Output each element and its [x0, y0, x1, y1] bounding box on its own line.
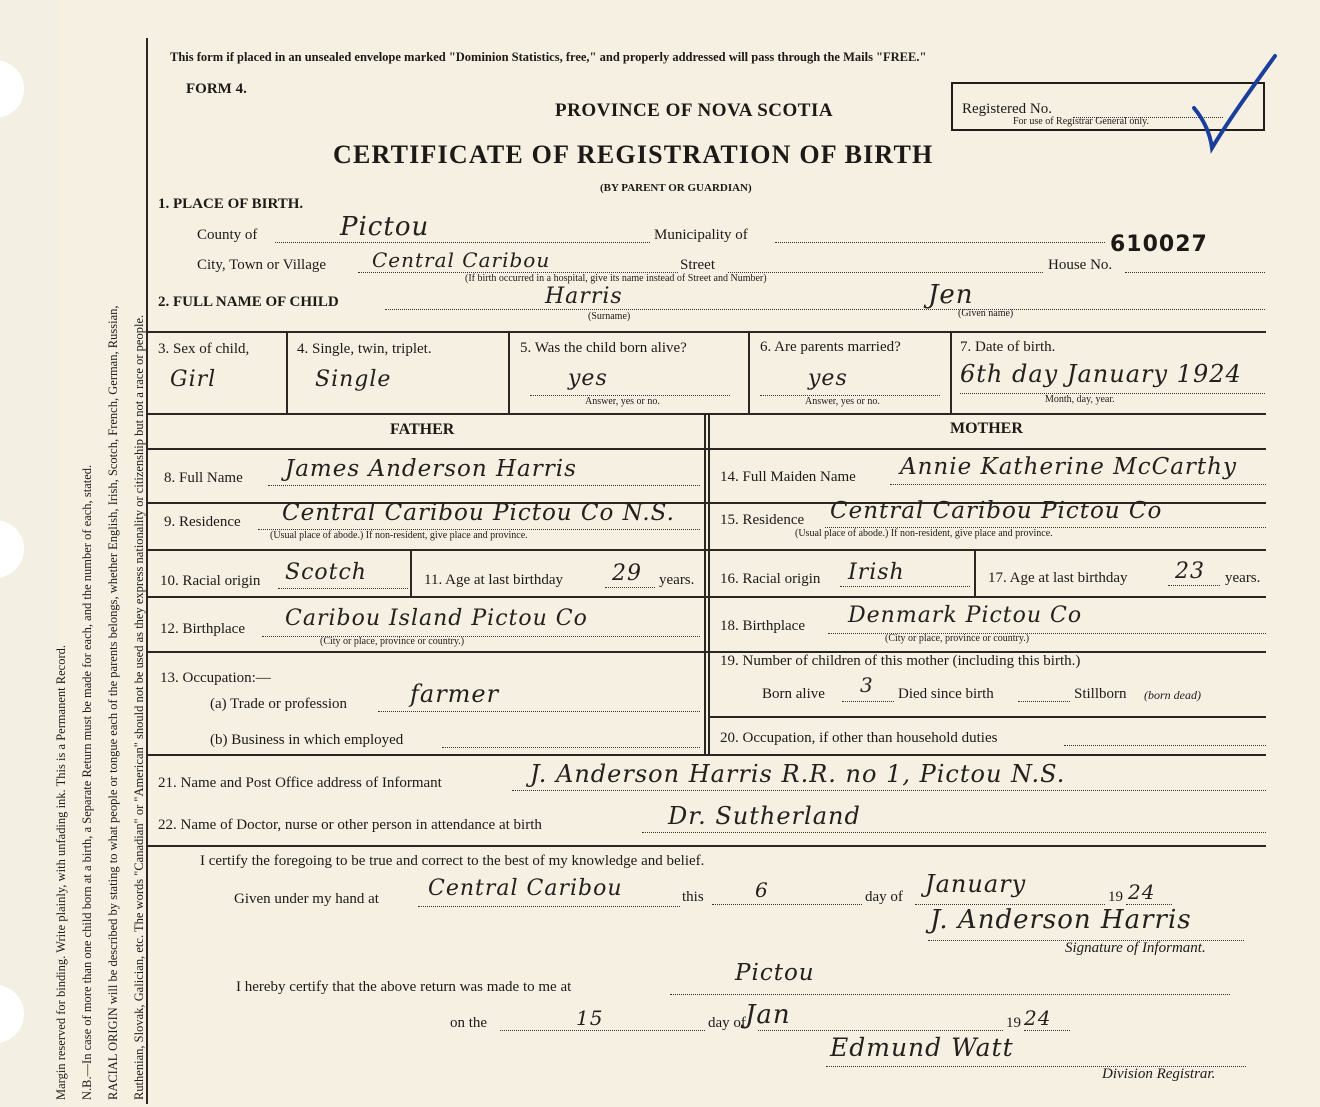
place-of-birth-label: 1. PLACE OF BIRTH.: [158, 196, 304, 212]
father-age-label: 11. Age at last birthday: [424, 572, 563, 588]
return-day: 15: [576, 1006, 604, 1030]
born-alive-value: yes: [568, 366, 608, 391]
date-of-birth-value: 6th day January 1924: [960, 360, 1242, 388]
trade-value: farmer: [410, 680, 500, 708]
province-heading: PROVINCE OF NOVA SCOTIA: [555, 100, 834, 121]
plurality-label: 4. Single, twin, triplet.: [297, 341, 432, 357]
father-age-value: 29: [612, 561, 642, 586]
father-residence-label: 9. Residence: [164, 514, 241, 530]
document-title: CERTIFICATE OF REGISTRATION OF BIRTH: [333, 140, 934, 169]
side-note-nationality: Ruthenian, Slovak, Galician, etc. The words "Canadian" or "American" should not be used as they express nationality or citizenship but not a race or people.: [132, 314, 146, 1100]
side-note-racial-origin: RACIAL ORIGIN will be described by stating to what people or tongue each of the parents belongs, whether English, Irish, Scotch, French, German, Russian,: [106, 305, 120, 1100]
mother-age-years: years.: [1225, 570, 1261, 586]
father-birthplace-caption: (City or place, province or country.): [320, 636, 465, 647]
return-place: Pictou: [735, 960, 815, 986]
given-day: 6: [755, 878, 769, 902]
father-name-label: 8. Full Name: [164, 470, 243, 486]
given-at-label: Given under my hand at: [234, 891, 379, 907]
father-birthplace-label: 12. Birthplace: [160, 621, 245, 637]
mother-birthplace-label: 18. Birthplace: [720, 618, 805, 634]
informant-signature-caption: Signature of Informant.: [1065, 940, 1206, 956]
registrar-signature: Edmund Watt: [830, 1033, 1014, 1062]
surname-caption: (Surname): [588, 311, 631, 322]
street-label: Street: [680, 257, 715, 273]
informant-label: 21. Name and Post Office address of Informant: [158, 775, 442, 791]
father-age-years: years.: [659, 572, 695, 588]
certification-statement: I certify the foregoing to be true and correct to the best of my knowledge and belief.: [200, 853, 705, 869]
born-alive-label: 5. Was the child born alive?: [520, 340, 687, 356]
return-month: Jan: [745, 1000, 791, 1030]
mother-age-label: 17. Age at last birthday: [988, 570, 1128, 586]
father-heading: FATHER: [390, 421, 455, 438]
business-label: (b) Business in which employed: [210, 732, 404, 748]
side-note-multiple-births: N.B.—In case of more than one child born at a birth, a Separate Return must be made for each, and the number of each, stated.: [80, 464, 94, 1100]
side-note-binding: Margin reserved for binding. Write plainly, with unfading ink. This is a Permanent Record.: [54, 644, 68, 1100]
hospital-note: (If birth occurred in a hospital, give its name instead of Street and Number): [465, 273, 767, 284]
children-count-label: 19. Number of children of this mother (including this birth.): [720, 653, 1081, 669]
given-year-prefix: 19: [1108, 889, 1123, 905]
born-alive-count-value: 3: [860, 673, 874, 697]
father-name-value: James Anderson Harris: [285, 456, 577, 482]
mother-occupation-label: 20. Occupation, if other than household duties: [720, 730, 998, 746]
return-day-of-label: day of: [708, 1015, 746, 1031]
child-name-label: 2. FULL NAME OF CHILD: [158, 294, 339, 310]
child-given-name: Jen: [928, 280, 974, 310]
county-label: County of: [197, 227, 258, 243]
document-subtitle: (BY PARENT OR GUARDIAN): [600, 182, 752, 194]
given-month: January: [925, 870, 1027, 898]
punch-hole-top: [0, 60, 24, 118]
mother-name-label: 14. Full Maiden Name: [720, 469, 856, 485]
doctor-label: 22. Name of Doctor, nurse or other person in attendance at birth: [158, 817, 542, 833]
given-at-place: Central Caribou: [428, 876, 623, 901]
given-name-caption: (Given name): [958, 308, 1014, 319]
city-value: Central Caribou: [372, 248, 551, 272]
city-label: City, Town or Village: [197, 257, 327, 273]
stamp-number: 610027: [1110, 232, 1208, 257]
father-occupation-label: 13. Occupation:—: [160, 670, 271, 686]
born-alive-count-label: Born alive: [762, 686, 825, 702]
form-number: FORM 4.: [186, 81, 247, 97]
municipality-label: Municipality of: [654, 227, 748, 243]
registrar-caption: Division Registrar.: [1102, 1066, 1216, 1082]
check-mark-icon: [1190, 48, 1280, 158]
mother-birthplace-value: Denmark Pictou Co: [848, 603, 1083, 628]
registered-number-label: Registered No.: [962, 101, 1052, 117]
county-value: Pictou: [340, 212, 430, 242]
stillborn-note: (born dead): [1144, 688, 1201, 702]
return-year: 24: [1024, 1006, 1052, 1030]
child-surname: Harris: [545, 284, 623, 309]
stillborn-label: Stillborn: [1074, 686, 1127, 702]
parents-married-value: yes: [808, 366, 848, 391]
punch-hole-bottom: [0, 985, 24, 1043]
registrar-use-note: For use of Registrar General only.: [1013, 116, 1149, 127]
mother-age-value: 23: [1175, 559, 1205, 584]
born-alive-caption: Answer, yes or no.: [585, 396, 660, 407]
parents-married-label: 6. Are parents married?: [760, 339, 901, 355]
return-year-prefix: 19: [1006, 1015, 1021, 1031]
margin-rule: [146, 38, 148, 1104]
father-race-label: 10. Racial origin: [160, 573, 261, 589]
on-the-label: on the: [450, 1015, 488, 1031]
died-since-birth-label: Died since birth: [898, 686, 994, 702]
sex-label: 3. Sex of child,: [158, 341, 250, 357]
return-made-label: I hereby certify that the above return was made to me at: [236, 979, 572, 995]
punch-hole-middle: [0, 520, 24, 578]
given-this-label: this: [682, 889, 704, 905]
mother-race-value: Irish: [848, 560, 905, 585]
date-of-birth-label: 7. Date of birth.: [960, 339, 1056, 355]
house-number-label: House No.: [1048, 257, 1113, 273]
mother-residence-label: 15. Residence: [720, 512, 805, 528]
trade-label: (a) Trade or profession: [210, 696, 348, 712]
doctor-value: Dr. Sutherland: [668, 802, 861, 830]
parents-married-caption: Answer, yes or no.: [805, 396, 880, 407]
mother-heading: MOTHER: [950, 420, 1023, 437]
informant-value: J. Anderson Harris R.R. no 1, Pictou N.S.: [530, 760, 1066, 788]
given-year: 24: [1128, 880, 1156, 904]
side-notes: [40, 0, 146, 1107]
given-day-of-label: day of: [865, 889, 903, 905]
mother-residence-caption: (Usual place of abode.) If non-resident, give place and province.: [795, 528, 1053, 539]
father-race-value: Scotch: [285, 560, 367, 585]
father-birthplace-value: Caribou Island Pictou Co: [285, 606, 588, 631]
date-caption: Month, day, year.: [1045, 394, 1115, 405]
father-residence-value: Central Caribou Pictou Co N.S.: [282, 500, 675, 526]
informant-signature: J. Anderson Harris: [930, 905, 1192, 935]
postal-notice: This form if placed in an unsealed envelope marked "Dominion Statistics, free," and properly addressed will pass through the Mails "FREE.": [170, 50, 927, 64]
mother-residence-value: Central Caribou Pictou Co: [830, 498, 1163, 524]
sex-value: Girl: [170, 367, 217, 392]
mother-birthplace-caption: (City or place, province or country.): [885, 633, 1030, 644]
father-residence-caption: (Usual place of abode.) If non-resident, give place and province.: [270, 530, 528, 541]
mother-name-value: Annie Katherine McCarthy: [900, 454, 1237, 480]
mother-race-label: 16. Racial origin: [720, 571, 821, 587]
plurality-value: Single: [315, 367, 392, 392]
